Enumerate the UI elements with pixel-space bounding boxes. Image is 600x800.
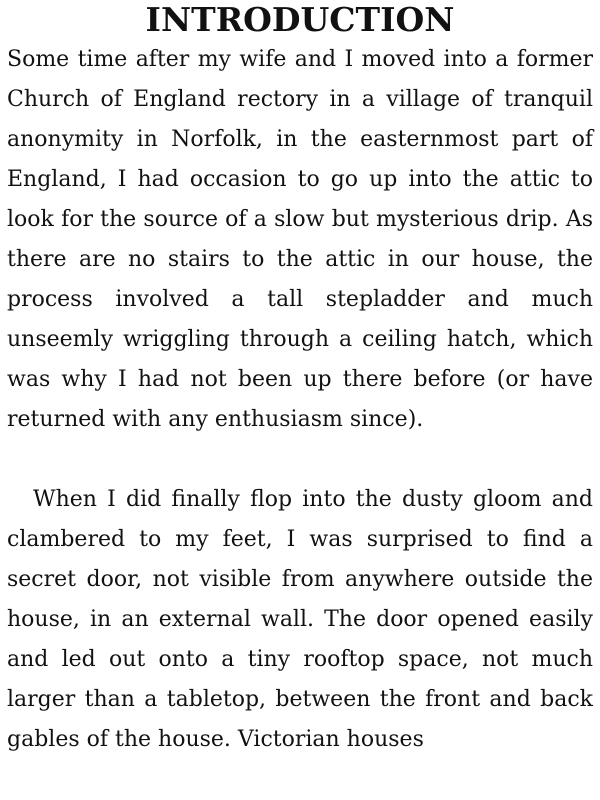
body-paragraph-2: When I did finally flop into the dusty gloom and clambered to my feet, I was surprised to find a secret door, not visible from anywhere outside the house, in an external wall. The door opened easily and led out onto a tiny rooftop space, not much larger than a tabletop, between the front and back gables of the house. Victorian houses <box>7 487 593 752</box>
body-paragraph-1: Some time after my wife and I moved into a former Church of England rectory in a village of tranquil anonymity in Norfolk, in the easternmost part of England, I had occasion to go up into the attic to look for the source of a slow but mysterious drip. As there are no stairs to the attic in our house, the process involved a tall stepladder and much unseemly wriggling through a ceiling hatch, which was why I had not been up there before (or have returned with any enthusiasm since). <box>7 47 593 432</box>
book-page <box>7 0 593 760</box>
chapter-title: INTRODUCTION <box>145 0 455 39</box>
